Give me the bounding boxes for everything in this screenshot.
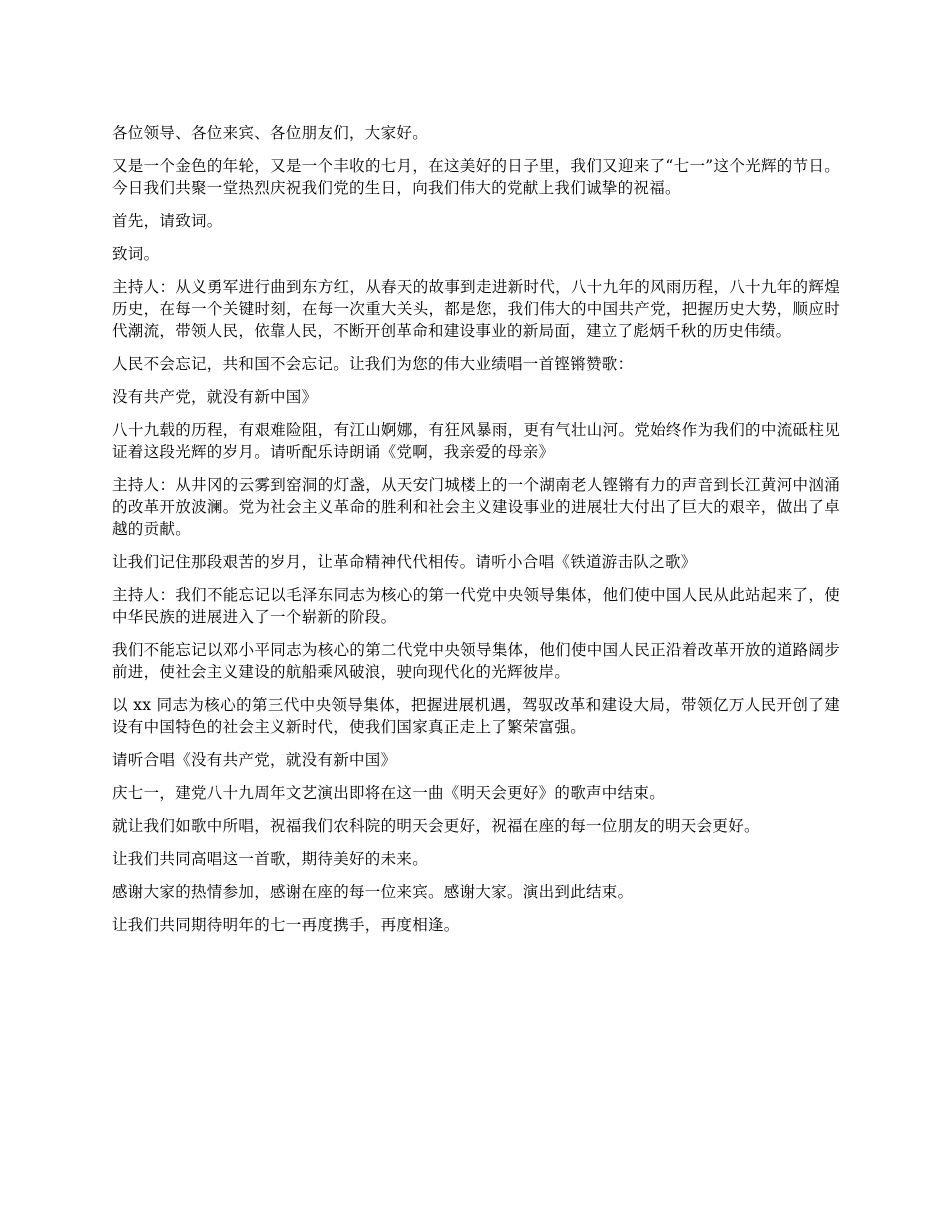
farewell-paragraph: 让我们共同期待明年的七一再度携手，再度相逢。 bbox=[112, 916, 460, 934]
blessing-paragraph: 就让我们如歌中所唱，祝福我们农科院的明天会更好，祝福在座的每一位朋友的明天会更好。 bbox=[112, 817, 760, 835]
speech-invitation-paragraph: 首先，请致词。 bbox=[112, 212, 223, 230]
praise-intro-paragraph: 人民不会忘记，共和国不会忘记。让我们为您的伟大业绩唱一首铿锵赞歌： bbox=[112, 355, 634, 373]
sing-together-paragraph: 让我们共同高唱这一首歌，期待美好的未来。 bbox=[112, 850, 429, 868]
greeting-paragraph: 各位领导、各位来宾、各位朋友们，大家好。 bbox=[112, 124, 429, 142]
closing-song-paragraph: 庆七一，建党八十九周年文艺演出即将在这一曲《明天会更好》的歌声中结束。 bbox=[112, 784, 666, 802]
third-generation-paragraph: 以 xx 同志为核心的第三代中央领导集体，把握进展机遇，驾驭改革和建设大局，带领亿万人民开创了建设有中国特色的社会主义新时代，使我们国家真正走上了繁荣富强。 bbox=[112, 696, 840, 736]
song-title-paragraph: 没有共产党，就没有新中国》 bbox=[112, 388, 318, 406]
opening-paragraph: 又是一个金色的年轮，又是一个丰收的七月，在这美好的日子里，我们又迎来了“七一”这个光辉的节日。今日我们共聚一堂热烈庆祝我们党的生日，向我们伟大的党献上我们诚挚的祝福。 bbox=[112, 157, 840, 197]
host-paragraph-revolution: 主持人：从井冈的云雾到窑洞的灯盏，从天安门城楼上的一个湖南老人铿锵有力的声音到长江黄河中汹涌的改革开放波澜。党为社会主义革命的胜利和社会主义建设事业的进展壮大付出了巨大的艰辛，做出了卓越的贡献。 bbox=[112, 476, 840, 538]
poem-intro-paragraph: 八十九载的历程，有艰难险阻，有江山婀娜，有狂风暴雨，更有气壮山河。党始终作为我们的中流砥柱见证着这段光辉的岁月。请听配乐诗朗诵《党啊，我亲爱的母亲》 bbox=[112, 421, 840, 461]
chorus-intro-paragraph: 让我们记住那段艰苦的岁月，让革命精神代代相传。请听小合唱《铁道游击队之歌》 bbox=[112, 553, 697, 571]
thanks-paragraph: 感谢大家的热情参加，感谢在座的每一位来宾。感谢大家。演出到此结束。 bbox=[112, 883, 634, 901]
choir-intro-paragraph: 请听合唱《没有共产党，就没有新中国》 bbox=[112, 751, 397, 769]
speech-paragraph: 致词。 bbox=[112, 245, 160, 263]
second-generation-paragraph: 我们不能忘记以邓小平同志为核心的第二代党中央领导集体，他们使中国人民正沿着改革开放的道路阔步前进，使社会主义建设的航船乘风破浪，驶向现代化的光辉彼岸。 bbox=[112, 641, 840, 681]
host-paragraph-history: 主持人：从义勇军进行曲到东方红，从春天的故事到走进新时代，八十九年的风雨历程，八十九年的辉煌历史，在每一个关键时刻，在每一次重大关头，都是您，我们伟大的中国共产党，把握历史大势，顺应时代潮流，带领人民，依靠人民，不断开创革命和建设事业的新局面，建立了彪炳千秋的历史伟绩。 bbox=[112, 278, 840, 340]
host-paragraph-first-generation: 主持人：我们不能忘记以毛泽东同志为核心的第一代党中央领导集体，他们使中国人民从此站起来了，使中华民族的进展进入了一个崭新的阶段。 bbox=[112, 586, 840, 626]
document-body bbox=[112, 122, 840, 947]
